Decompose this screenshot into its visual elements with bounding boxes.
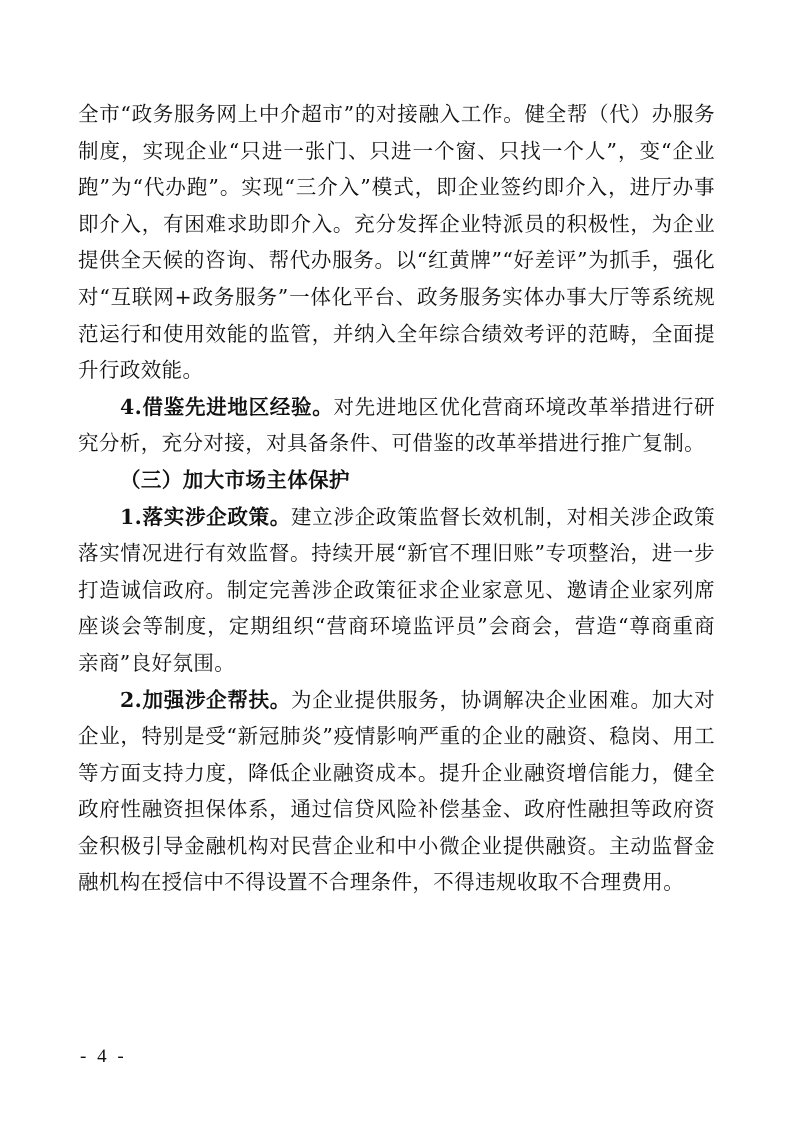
page-number: - 4 - (80, 1046, 127, 1067)
paragraph-text: 全市“政务服务网上中介超市”的对接融入工作。健全帮（代）办服务制度，实现企业“只进一张门、只进一个窗、只找一个人”，变“企业跑”为“代办跑”。实现“三介入”模式，即企业签约即介入，进厅办事即介入，有困难求助即介入。充分发挥企业特派员的积极性，为企业提供全天候的咨询、帮代办服务。以“红黄牌”“好差评”为抓手，强化对“互联网+政务服务”一体化平台、政务服务实体办事大厅等系统规范运行和使用效能的监管，并纳入全年综合绩效考评的范畴，全面提升行政效能。 (78, 102, 715, 383)
paragraph-lead: 2.加强涉企帮扶。 (120, 687, 292, 712)
paragraph-learn-from-advanced-regions (78, 389, 715, 462)
paragraph-intermediary-service (78, 96, 715, 389)
paragraph-implement-enterprise-policy (78, 499, 715, 682)
paragraph-lead: 4.借鉴先进地区经验。 (120, 394, 334, 419)
section-heading: （三）加大市场主体保护 (120, 467, 350, 492)
paragraph-lead: 1.落实涉企政策。 (120, 504, 292, 529)
paragraph-text: 对先进地区优化营商环境改革举措进行研究分析，充分对接，对具备条件、可借鉴的改革举措进行推广复制。 (78, 394, 715, 456)
paragraph-text: 建立涉企政策监督长效机制，对相关涉企政策落实情况进行有效监督。持续开展“新官不理旧账”专项整治，进一步打造诚信政府。制定完善涉企政策征求企业家意见、邀请企业家列席座谈会等制度，定期组织“营商环境监评员”会商会，营造“尊商重商亲商”良好氛围。 (78, 504, 715, 675)
document-body (78, 96, 715, 901)
paragraph-text: 为企业提供服务，协调解决企业困难。加大对企业，特别是受“新冠肺炎”疫情影响严重的企业的融资、稳岗、用工等方面支持力度，降低企业融资成本。提升企业融资增信能力，健全政府性融资担保体系，通过信贷风险补偿基金、政府性融担等政府资金积极引导金融机构对民营企业和中小微企业提供融资。主动监督金融机构在授信中不得设置不合理条件，不得违规收取不合理费用。 (78, 687, 715, 895)
paragraph-strengthen-enterprise-support (78, 682, 715, 902)
